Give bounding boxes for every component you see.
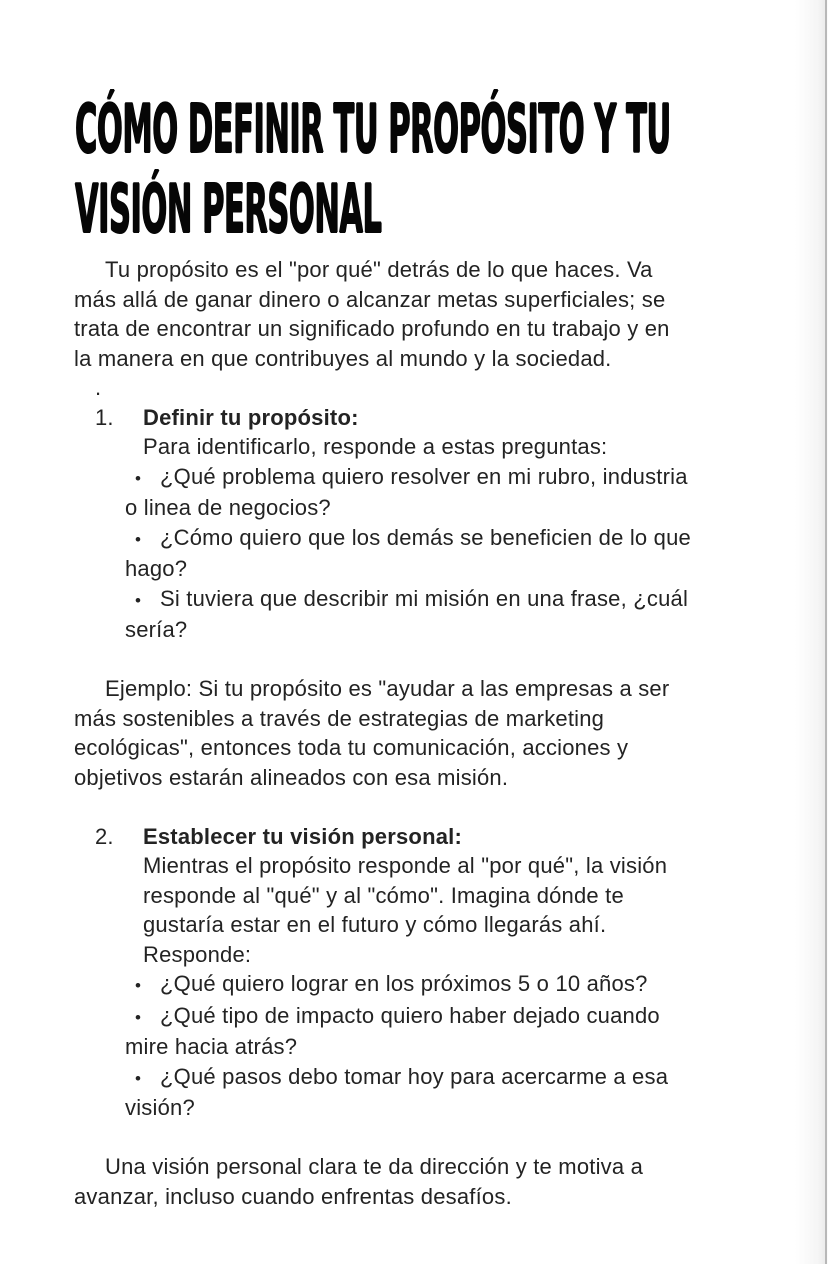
bullet-icon: • <box>135 529 142 549</box>
text: . <box>95 375 102 400</box>
text-line-para-first <box>74 674 780 704</box>
bullet-icon: • <box>135 976 142 995</box>
text-line-bullet-first <box>74 1001 780 1033</box>
text: mire hacia atrás? <box>125 1034 298 1059</box>
bullet-icon: • <box>135 1007 142 1027</box>
text-line-bullet-first <box>74 1062 780 1094</box>
text-line-para <box>74 704 780 734</box>
text-line-bullet-wrap <box>74 1032 780 1062</box>
text-line-bullet-first <box>74 523 780 555</box>
text-line-para <box>74 314 780 344</box>
text: Una visión personal clara te da dirección y te motiva a <box>105 1154 644 1179</box>
page-title-line-1: CÓMO DEFINIR TU PROPÓSITO Y TU <box>75 90 671 168</box>
text: gustaría estar en el futuro y cómo llegarás ahí. <box>143 912 607 937</box>
text: Tu propósito es el "por qué" detrás de lo que haces. Va <box>105 257 653 282</box>
text: Para identificarlo, responde a estas preguntas: <box>143 434 608 459</box>
text-line-bullet-wrap <box>74 554 780 584</box>
text: ¿Qué tipo de impacto quiero haber dejado cuando <box>160 1002 660 1028</box>
text-line-para <box>74 1182 780 1212</box>
text: ecológicas", entonces toda tu comunicación, acciones y <box>74 735 629 760</box>
text: más sostenibles a través de estrategias de marketing <box>74 705 605 731</box>
bullet-icon: • <box>135 590 142 610</box>
text-line-item-body <box>74 432 780 462</box>
bullet-icon: • <box>135 468 142 488</box>
text-line-bullet-wrap <box>74 1093 780 1123</box>
page-edge-shadow <box>795 0 828 1264</box>
page-title-line-2: VISIÓN PERSONAL <box>75 170 382 248</box>
text-block <box>74 1152 780 1211</box>
text: avanzar, incluso cuando enfrentas desafíos. <box>74 1183 512 1209</box>
text-line-item-body <box>74 881 780 911</box>
text-block <box>74 822 780 1123</box>
text: Si tuviera que describir mi misión en una frase, ¿cuál <box>160 585 689 611</box>
text: ¿Qué problema quiero resolver en mi rubro, industria <box>160 463 688 489</box>
page-title <box>75 89 828 249</box>
text-line-bullet-wrap <box>74 493 780 523</box>
text-line-para <box>74 763 780 793</box>
text: sería? <box>125 617 188 642</box>
text: ¿Qué pasos debo tomar hoy para acercarme a esa <box>160 1063 669 1089</box>
text: responde al "qué" y al "cómo". Imagina dónde te <box>143 882 624 908</box>
text-line-item-body <box>74 910 780 940</box>
bullet-icon: • <box>135 1068 142 1088</box>
text-line-para <box>74 344 780 374</box>
list-item-title: Definir tu propósito: <box>143 404 359 430</box>
text-block <box>74 373 780 403</box>
text-block <box>74 403 780 645</box>
text-line-num-line <box>74 822 780 852</box>
list-number: 2. <box>95 823 114 849</box>
text-line-bullet-first <box>74 584 780 616</box>
text: más allá de ganar dinero o alcanzar metas superficiales; se <box>74 286 666 312</box>
text: trata de encontrar un significado profundo en tu trabajo y en <box>74 316 670 341</box>
text-block <box>74 674 780 792</box>
text: objetivos estarán alineados con esa misión. <box>74 764 509 790</box>
text-line-item-body <box>74 851 780 881</box>
text: ¿Qué quiero lograr en los próximos 5 o 10 años? <box>160 971 648 996</box>
text: ¿Cómo quiero que los demás se beneficien de lo que <box>160 524 691 550</box>
text-line-para-first <box>74 1152 780 1182</box>
text-line-para <box>74 285 780 315</box>
text-line-bullet-first <box>74 969 780 1001</box>
text: Ejemplo: Si tu propósito es "ayudar a las empresas a ser <box>105 676 670 701</box>
text-line-para <box>74 733 780 763</box>
text: la manera en que contribuyes al mundo y la sociedad. <box>74 345 612 371</box>
text: Responde: <box>143 941 252 967</box>
text-line-item-body <box>74 940 780 970</box>
text-line-num-line <box>74 403 780 433</box>
list-item-title: Establecer tu visión personal: <box>143 823 462 849</box>
text-line-bullet-wrap <box>74 615 780 645</box>
text: o linea de negocios? <box>125 495 331 520</box>
text: Mientras el propósito responde al "por qué", la visión <box>143 853 668 878</box>
text-line-dot-line <box>74 373 780 403</box>
document-body <box>74 255 780 1211</box>
text: hago? <box>125 556 188 581</box>
text-line-bullet-first <box>74 462 780 494</box>
text-block <box>74 255 780 373</box>
text: visión? <box>125 1095 195 1120</box>
text-line-para-first <box>74 255 780 285</box>
list-number: 1. <box>95 404 114 430</box>
